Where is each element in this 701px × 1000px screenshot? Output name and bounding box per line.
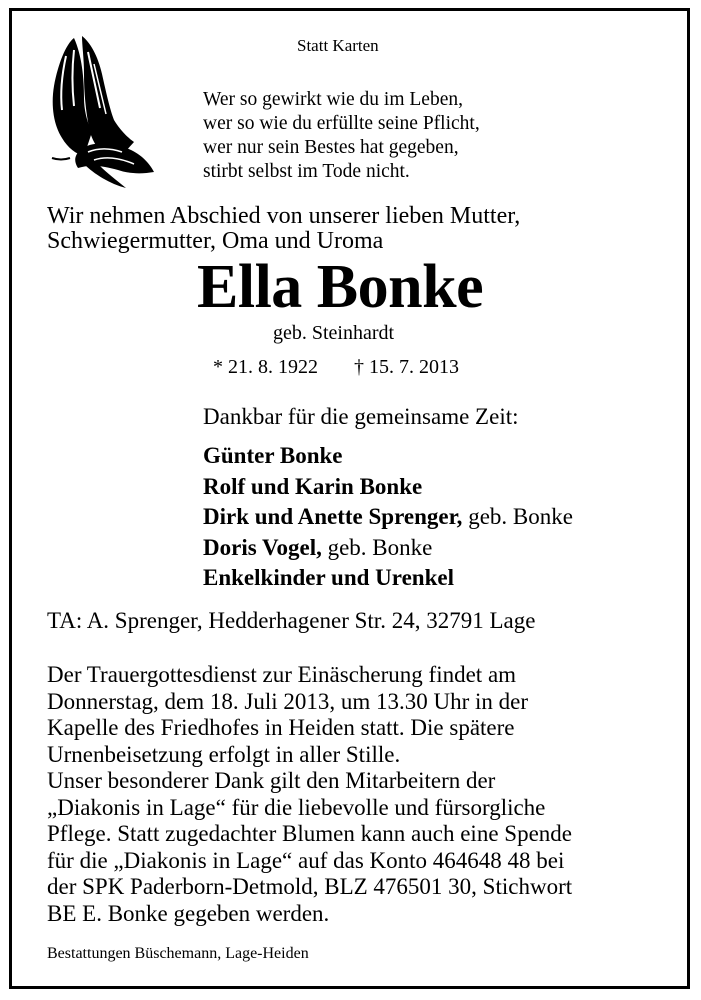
notice-line: BE E. Bonke gegeben werden. [47, 900, 330, 926]
mourner-entry [203, 502, 573, 533]
mourner-name: Günter Bonke [203, 443, 343, 468]
mourner-entry [203, 533, 573, 564]
mourner-name: Dirk und Anette Sprenger, [203, 504, 463, 529]
notice-line: Urnenbeisetzung erfolgt in aller Stille. [47, 741, 401, 767]
intro-line: Schwiegermutter, Oma und Uroma [47, 228, 384, 254]
notice-line: Pflege. Statt zugedachter Blumen kann auch eine Spende [47, 821, 572, 846]
birth-date: * 21. 8. 1922 [213, 356, 318, 378]
mourner-entry [203, 472, 573, 503]
mourner-name: Rolf und Karin Bonke [203, 473, 423, 499]
notice-line: Kapelle des Friedhofes in Heiden statt. Die spätere [47, 715, 515, 740]
poem-line: wer nur sein Bestes hat gegeben, [203, 137, 459, 158]
mourner-entry [203, 563, 573, 594]
poem-line: stirbt selbst im Tode nicht. [203, 161, 410, 182]
mourners-heading: Dankbar für die gemeinsame Zeit: [203, 404, 519, 429]
poem-line: Wer so gewirkt wie du im Leben, [203, 89, 463, 110]
notice-line: Donnerstag, dem 18. Juli 2013, um 13.30 Uhr in der [47, 688, 529, 714]
poem [203, 88, 480, 184]
praying-hands-icon [44, 34, 156, 190]
mourner-suffix: geb. Bonke [462, 504, 573, 529]
service-notice [47, 662, 572, 927]
intro-line: Wir nehmen Abschied von unserer lieben Mutter, [47, 203, 521, 229]
poem-line: wer so wie du erfüllte seine Pflicht, [203, 113, 480, 134]
notice-line: der SPK Paderborn-Detmold, BLZ 476501 30, Stichwort [47, 874, 573, 899]
mourner-name: Doris Vogel, [203, 534, 322, 560]
maiden-name: geb. Steinhardt [273, 322, 395, 344]
mourners-list [203, 441, 573, 594]
undertaker-footer: Bestattungen Büschemann, Lage-Heiden [47, 945, 309, 962]
notice-line: Unser besonderer Dank gilt den Mitarbeitern der [47, 768, 496, 793]
notice-line: Der Trauergottesdienst zur Einäscherung findet am [47, 662, 517, 687]
mourner-suffix: geb. Bonke [321, 534, 433, 560]
notice-line: „Diakonis in Lage“ für die liebevolle und fürsorgliche [47, 794, 546, 820]
intro-text [47, 204, 520, 254]
notice-line: für die „Diakonis in Lage“ auf das Konto 464648 48 bei [47, 847, 565, 873]
contact-address: TA: A. Sprenger, Hedderhagener Str. 24, 32791 Lage [47, 608, 536, 633]
mourner-entry [203, 441, 573, 472]
mourner-name: Enkelkinder und Urenkel [203, 565, 454, 590]
life-dates [213, 356, 459, 379]
deceased-name: Ella Bonke [197, 253, 484, 321]
header-label: Statt Karten [297, 36, 379, 55]
death-date: † 15. 7. 2013 [354, 356, 459, 378]
